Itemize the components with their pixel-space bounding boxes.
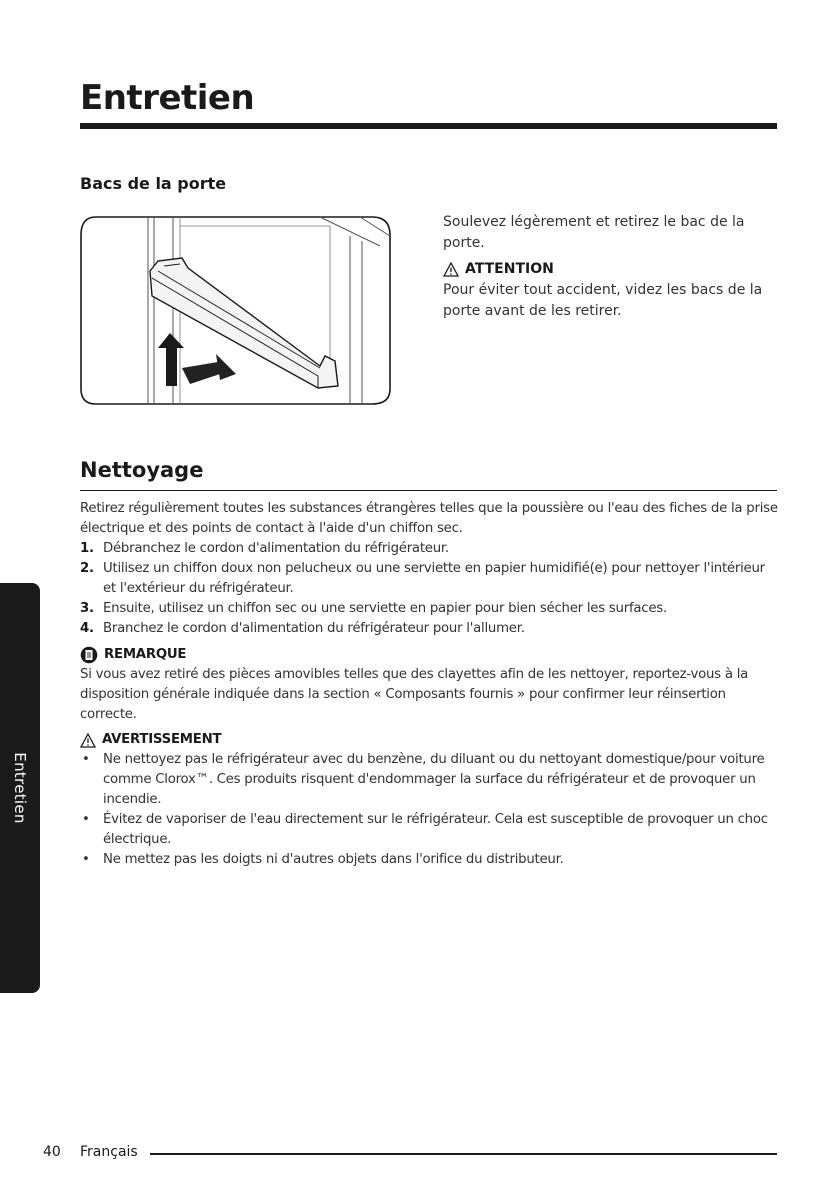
note-label: REMARQUE <box>104 647 187 662</box>
cleaning-intro: Retirez régulièrement toutes les substances étrangères telles que la poussière ou l'eau des fiches de la prise électrique et des points de contact à l'aide d'un chiffon sec. <box>80 501 778 536</box>
step-number: 2. <box>80 561 94 576</box>
page-number: 40 <box>43 1144 61 1160</box>
step-text: Débranchez le cordon d'alimentation du réfrigérateur. <box>103 541 449 556</box>
note-heading <box>80 645 780 665</box>
warning-item <box>80 850 780 870</box>
bullet: • <box>82 812 90 827</box>
warning-text: Évitez de vaporiser de l'eau directement sur le réfrigérateur. Cela est susceptible de provoquer un choc électrique. <box>103 812 768 847</box>
note-icon <box>80 646 98 664</box>
step-number: 1. <box>80 541 94 556</box>
warning-item <box>80 750 780 810</box>
cleaning-heading: Nettoyage <box>80 458 204 482</box>
warning-text: Ne nettoyez pas le réfrigérateur avec du benzène, du diluant ou du nettoyant domestique/pour voiture comme Clorox™. Ces produits risquent d'endommager la surface du réfrigérateur et de provoquer un incendie. <box>103 752 765 807</box>
step-item <box>80 539 780 559</box>
bullet: • <box>82 752 90 767</box>
cleaning-body <box>80 499 780 870</box>
warning-text: Ne mettez pas les doigts ni d'autres objets dans l'orifice du distributeur. <box>103 852 564 867</box>
title-rule <box>80 123 777 129</box>
door-bins-heading: Bacs de la porte <box>80 174 227 193</box>
warning-label: AVERTISSEMENT <box>102 732 222 747</box>
footer-rule <box>150 1153 777 1155</box>
caution-heading <box>443 259 783 280</box>
warning-item <box>80 810 780 850</box>
caution-label: ATTENTION <box>465 261 554 277</box>
door-bin-removal-illustration <box>80 216 391 405</box>
cleaning-steps <box>80 539 780 639</box>
warning-triangle-icon <box>80 733 96 748</box>
step-text: Utilisez un chiffon doux non pelucheux ou une serviette en papier humidifié(e) pour nettoyer l'intérieur et l'extérieur du réfrigérateur. <box>103 561 765 596</box>
bullet: • <box>82 852 90 867</box>
note-text: Si vous avez retiré des pièces amovibles telles que des clayettes afin de les nettoyer, reportez-vous à la disposition générale indiquée dans la section « Composants fournis » pour confirmer leur réinsertion correcte. <box>80 667 749 722</box>
page-title: Entretien <box>80 78 255 118</box>
warning-heading <box>80 730 780 750</box>
warning-list <box>80 750 780 870</box>
door-bins-text <box>443 212 783 322</box>
side-tab-label: Entretien <box>11 752 29 824</box>
step-text: Ensuite, utilisez un chiffon sec ou une serviette en papier pour bien sécher les surfaces. <box>103 601 667 616</box>
footer-language: Français <box>80 1144 138 1160</box>
caution-text: Pour éviter tout accident, videz les bacs de la porte avant de les retirer. <box>443 282 763 319</box>
door-bins-instruction: Soulevez légèrement et retirez le bac de la porte. <box>443 214 745 251</box>
step-item <box>80 599 780 619</box>
step-number: 3. <box>80 601 94 616</box>
step-item <box>80 559 780 599</box>
warning-triangle-icon <box>443 262 459 277</box>
step-number: 4. <box>80 621 94 636</box>
section-rule <box>80 490 777 491</box>
step-text: Branchez le cordon d'alimentation du réfrigérateur pour l'allumer. <box>103 621 525 636</box>
step-item <box>80 619 780 639</box>
